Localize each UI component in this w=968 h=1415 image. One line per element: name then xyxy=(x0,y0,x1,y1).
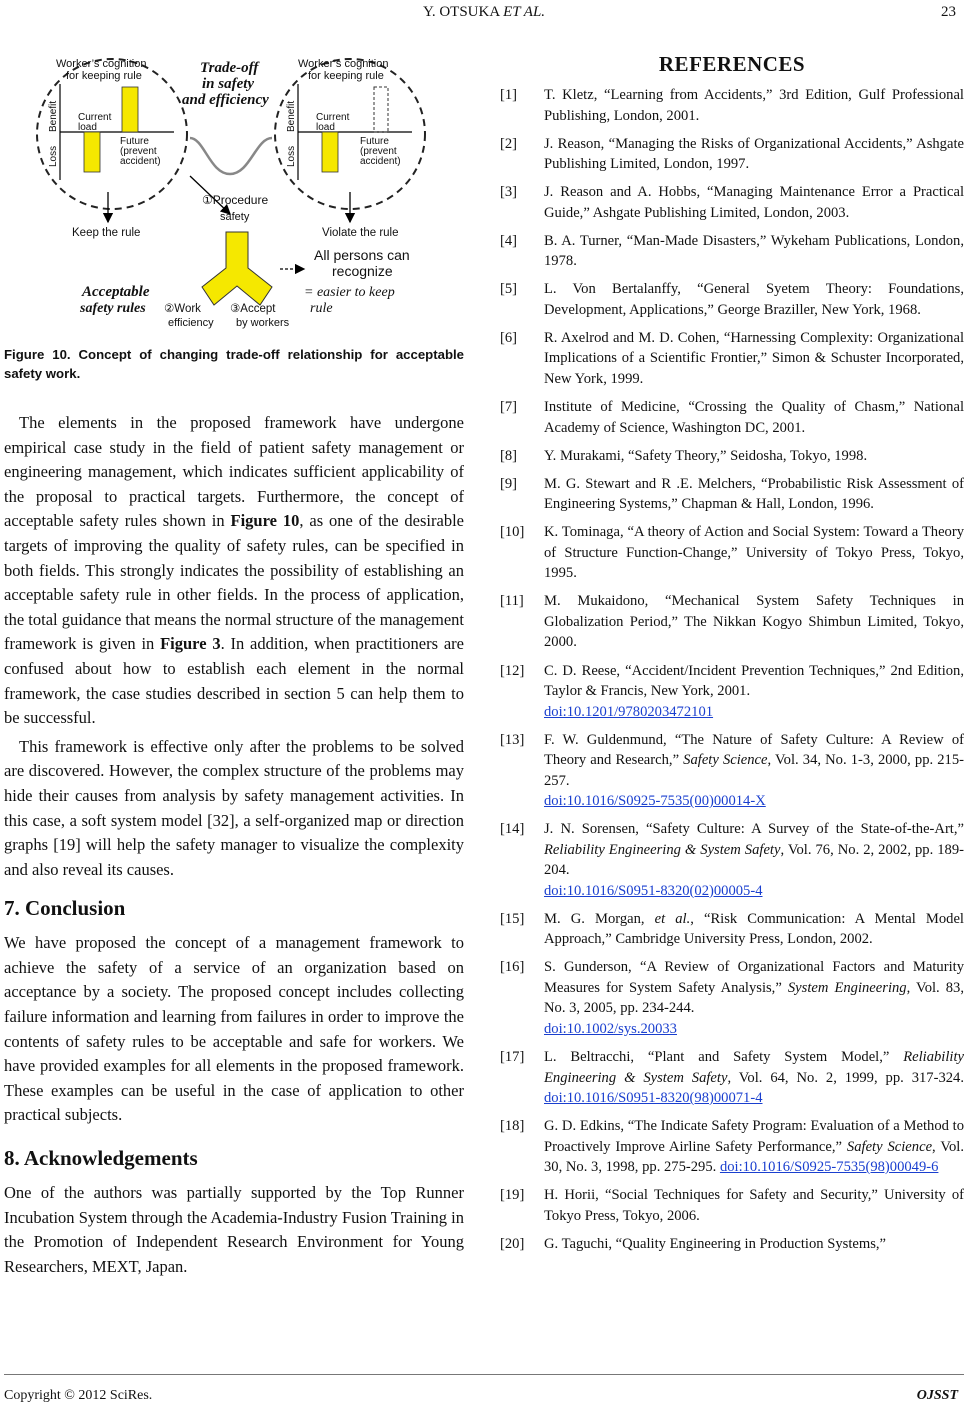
acknowledgements-text: One of the authors was partially supported by the Top Runner Incubation System through the Academia-Industry Fusion Training in the Promotion of Independent Research Environment for Young Researchers, MEXT, Japan. xyxy=(4,1183,464,1276)
accept-workers-label: by workers xyxy=(236,317,290,329)
ref-text: G. D. Edkins, “The Indicate Safety Program: Evaluation of a Method to Proactively Improve Airline Safety Performance,” xyxy=(544,1118,964,1155)
procedure-safety-label: safety xyxy=(220,211,250,223)
ref-journal: Reliability Engineering & System Safety xyxy=(544,841,781,858)
easier-label-1: = easier to keep xyxy=(304,285,395,300)
ref-text: M. G. Stewart and R .E. Melchers, “Probabilistic Risk Assessment of Engineering Systems,” Chapman & Hall, London, 1996. xyxy=(544,475,964,513)
reference-5 xyxy=(500,279,964,320)
ref-num: [2] xyxy=(500,135,518,152)
figure-3-ref: Figure 3 xyxy=(160,634,221,654)
ref-num: [8] xyxy=(500,447,518,464)
ref-num: [15] xyxy=(500,910,525,927)
reference-12 xyxy=(500,661,964,723)
ref-etal: et al. xyxy=(654,910,691,927)
ref-text: , Vol. 30, No. 3, 1998, pp. 275-295. xyxy=(544,1138,964,1176)
ref-num: [1] xyxy=(500,87,518,103)
right-future-bar-dashed xyxy=(374,87,388,132)
reference-13 xyxy=(500,730,964,812)
keep-rule-label: Keep the rule xyxy=(72,227,141,239)
right-current-load-bar xyxy=(322,132,338,172)
ref-text: , “Risk Communication: A Mental Model Approach,” Cambridge University Press, London, 2002. xyxy=(544,910,964,948)
footer-rule xyxy=(4,1374,964,1375)
ref-text: L. Beltracchi, “Plant and Safety System Model,” xyxy=(544,1049,904,1065)
figure-10-ref: Figure 10 xyxy=(230,511,300,531)
ref-num: [12] xyxy=(500,662,525,679)
right-current-label: Current xyxy=(316,112,350,123)
figure-10-diagram xyxy=(4,42,464,334)
header-authors: Y. OTSUKA xyxy=(422,4,500,20)
ref-num: [18] xyxy=(500,1118,525,1135)
ref-text: J. N. Sorensen, “Safety Culture: A Survey of the State-of-the-Art,” xyxy=(544,821,964,838)
accept-label: ③Accept xyxy=(230,303,276,315)
ref-text: S. Gunderson, “A Review of Organizational Factors and Maturity Measures for System Safety Analysis,” xyxy=(544,959,964,996)
work-label: ②Work xyxy=(164,303,201,315)
procedure-label: ①Procedure xyxy=(202,193,269,207)
doi-link[interactable]: doi:10.1201/9780203472101 xyxy=(544,703,714,720)
ref-text: R. Axelrod and M. D. Cohen, “Harnessing Complexity: Organizational Implications of a Scientific Frontier,” Simon & Schuster Incorporated, New York, 1999. xyxy=(544,329,964,387)
ref-text: M. Mukaidono, “Mechanical System Safety Techniques in Globalization Period,” The Nikkan Kogyo Shimbun Limited, Tokyo, 2000. xyxy=(544,593,964,651)
work-efficiency-label: efficiency xyxy=(168,317,214,329)
reference-17 xyxy=(500,1047,964,1109)
ref-num: [13] xyxy=(500,731,525,748)
references-title: REFERENCES xyxy=(658,52,806,76)
ref-journal: Reliability Engineering & System Safety xyxy=(544,1049,964,1086)
recognize-label: recognize xyxy=(332,263,393,279)
conclusion-text: We have proposed the concept of a management framework to achieve the safety of a service of an organization based on acceptance by a society. The proposed concept includes collecting failure information and learning from failures in order to improve the contents of safety rules to be acceptable and safe for workers. We have provided examples for all elements in the proposed framework. These examples can be useful in the case of application to other practical subjects. xyxy=(4,933,464,1125)
ref-num: [10] xyxy=(500,524,525,541)
reference-4 xyxy=(500,231,964,272)
tradeoff-title-2: in safety xyxy=(202,76,255,92)
reference-8 xyxy=(500,446,964,467)
p1-text-c: , as one of the desirable targets of improving the quality of safety rules, can be specified in both fields. This strongly indicates the possibility of establishing an acceptable safety rule in other fields. In the process of application, the total guidance that means the normal structure of the management framework is given in xyxy=(4,511,465,654)
ref-num: [16] xyxy=(500,959,525,976)
paragraph-1 xyxy=(4,411,464,731)
reference-1 xyxy=(500,85,964,126)
ref-journal: Safety Science xyxy=(846,1138,933,1155)
right-title-1: Worker’s cognition xyxy=(298,58,389,70)
ref-text: Y. Murakami, “Safety Theory,” Seidosha, Tokyo, 1998. xyxy=(544,447,868,464)
right-benefit-label: Benefit xyxy=(286,100,297,132)
ref-num: [5] xyxy=(500,281,518,298)
ref-text: J. Reason and A. Hobbs, “Managing Maintenance Error a Practical Guide,” Ashgate Publishing Limited, London, 2003. xyxy=(544,184,964,221)
left-accident-label: accident) xyxy=(120,156,161,167)
left-title-1: Worker’s cognition xyxy=(56,58,147,70)
paragraph-2: This framework is effective only after the problems to be solved are discovered. However, the complex structure of the problems may hide their causes from analysis by safety management activities. In this case, a soft system model [32], a self-organized map or direction graphs [19] will help the safety manager to visualize the complexity and also reveal its causes. xyxy=(4,736,464,879)
ref-text: M. G. Morgan, xyxy=(544,910,655,927)
ref-text: , Vol. 76, No. 2, 2002, pp. 189-204. xyxy=(544,841,964,879)
acceptable-label-1: Acceptable xyxy=(82,284,150,300)
violate-rule-label: Violate the rule xyxy=(322,227,399,239)
conclusion-heading: 7. Conclusion xyxy=(4,896,126,921)
ref-num: [7] xyxy=(500,399,518,416)
reference-6 xyxy=(500,328,964,390)
doi-link[interactable]: doi:10.1002/sys.20033 xyxy=(544,1020,677,1037)
reference-14 xyxy=(500,819,964,901)
y-shape-balance xyxy=(202,232,272,305)
ref-num: [9] xyxy=(500,475,518,492)
left-benefit-label: Benefit xyxy=(48,100,59,132)
ref-journal: System Engineering xyxy=(787,979,907,996)
reference-15 xyxy=(500,909,964,950)
reference-10 xyxy=(500,522,964,584)
ref-text: J. Reason, “Managing the Risks of Organizational Accidents,” Ashgate Publishing Limited, London, 1997. xyxy=(544,135,964,173)
ref-num: [20] xyxy=(500,1235,525,1252)
easier-label-2: rule xyxy=(310,301,333,316)
acknowledgements-heading: 8. Acknowledgements xyxy=(4,1146,198,1171)
reference-3 xyxy=(500,182,964,223)
ref-num: [14] xyxy=(500,821,525,838)
reference-7 xyxy=(500,397,964,438)
footer-copyright: Copyright © 2012 SciRes. xyxy=(4,1388,153,1403)
ref-text: Institute of Medicine, “Crossing the Quality of Chasm,” National Academy of Science, Washington DC, 2001. xyxy=(544,399,964,436)
left-column xyxy=(4,42,464,1279)
left-prevent-label: (prevent xyxy=(120,146,157,157)
ref-text: , Vol. 83, No. 3, 2005, pp. 234-244. xyxy=(544,979,964,1017)
all-persons-label: All persons can xyxy=(314,247,410,263)
ref-text: C. D. Reese, “Accident/Incident Prevention Techniques,” 2nd Edition, Taylor & Francis, New York, 2001. xyxy=(544,662,964,700)
doi-link[interactable]: doi:10.1016/S0925-7535(98)00049-6 xyxy=(719,1159,939,1176)
ref-num: [3] xyxy=(500,184,518,201)
page-number: 23 xyxy=(941,4,956,20)
left-title-2: for keeping rule xyxy=(66,70,142,82)
running-header xyxy=(0,4,968,21)
tradeoff-title-1: Trade-off xyxy=(200,60,259,76)
ref-text: K. Tominaga, “A theory of Action and Social System: Toward a Theory of Structure Function-Change,” University of Tokyo Press, Tokyo, 1995. xyxy=(544,524,964,582)
right-title-2: for keeping rule xyxy=(308,70,384,82)
ref-num: [6] xyxy=(500,329,518,346)
figure-caption: Figure 10. Concept of changing trade-off relationship for acceptable safety work. xyxy=(4,347,464,381)
acceptable-label-2: safety rules xyxy=(80,301,146,316)
right-load-label: load xyxy=(316,122,335,133)
ref-text: , Vol. 34, No. 1-3, 2000, pp. 215-257. xyxy=(544,752,965,789)
footer-journal: OJSST xyxy=(916,1388,958,1403)
doi-link[interactable]: doi:10.1016/S0951-8320(98)00071-4 xyxy=(544,1090,763,1106)
ref-num: [11] xyxy=(500,593,524,610)
reference-16 xyxy=(500,957,964,1039)
reference-2 xyxy=(500,134,964,175)
right-future-label: Future xyxy=(360,136,389,147)
left-current-label: Current xyxy=(78,112,112,123)
ref-text: , Vol. 64, No. 2, 1999, pp. 317-324. xyxy=(727,1069,964,1086)
left-current-load-bar xyxy=(84,132,100,172)
p1-text-a: The elements in the proposed framework have undergone empirical case study in the field of patient safety management or engineering management, which indicates sufficient applicability of the proposal to practical targets. Furthermore, the concept of acceptable safety rules shown in xyxy=(4,413,464,531)
ref-text: B. A. Turner, “Man-Made Disasters,” Wykeham Publications, London, 1978. xyxy=(544,232,964,270)
left-future-bar xyxy=(122,87,138,132)
ref-text: F. W. Guldenmund, “The Nature of Safety Culture: A Review of Theory and Research,” xyxy=(544,731,964,769)
header-et-al: ET AL. xyxy=(503,4,546,20)
ref-text: T. Kletz, “Learning from Accidents,” 3rd Edition, Gulf Professional Publishing, London, 2001. xyxy=(544,87,964,124)
ref-text: L. Von Bertalanffy, “General Syetem Theory: Foundations, Development, Applications,” George Braziller, New York, 1968. xyxy=(544,281,964,318)
ref-text: G. Taguchi, “Quality Engineering in Production Systems,” xyxy=(544,1235,887,1252)
right-prevent-label: (prevent xyxy=(360,146,397,157)
reference-9 xyxy=(500,474,964,515)
reference-18 xyxy=(500,1116,964,1178)
ref-journal: Safety Science xyxy=(683,752,768,769)
left-loss-label: Loss xyxy=(48,145,59,167)
reference-19 xyxy=(500,1185,964,1226)
p1-text-e: . In addition, when practitioners are confused about how to establish each element in the normal framework, the case studies described in section 5 can help them to be successful. xyxy=(4,634,464,728)
tradeoff-wave xyxy=(190,138,272,174)
reference-20 xyxy=(500,1234,964,1255)
left-load-label: load xyxy=(78,122,97,133)
ref-text: H. Horii, “Social Techniques for Safety and Security,” University of Tokyo Press, Tokyo, 2006. xyxy=(544,1187,964,1224)
right-loss-label: Loss xyxy=(286,145,297,167)
right-accident-label: accident) xyxy=(360,156,401,167)
tradeoff-title-3: and efficiency xyxy=(182,92,269,108)
doi-link[interactable]: doi:10.1016/S0951-8320(02)00005-4 xyxy=(544,882,763,899)
right-column xyxy=(500,52,964,1262)
doi-link[interactable]: doi:10.1016/S0925-7535(00)00014-X xyxy=(544,793,766,810)
ref-num: [19] xyxy=(500,1187,525,1204)
figure-10 xyxy=(4,42,464,334)
left-future-label: Future xyxy=(120,136,149,147)
ref-num: [4] xyxy=(500,232,518,249)
reference-11 xyxy=(500,591,964,653)
ref-num: [17] xyxy=(500,1049,525,1065)
